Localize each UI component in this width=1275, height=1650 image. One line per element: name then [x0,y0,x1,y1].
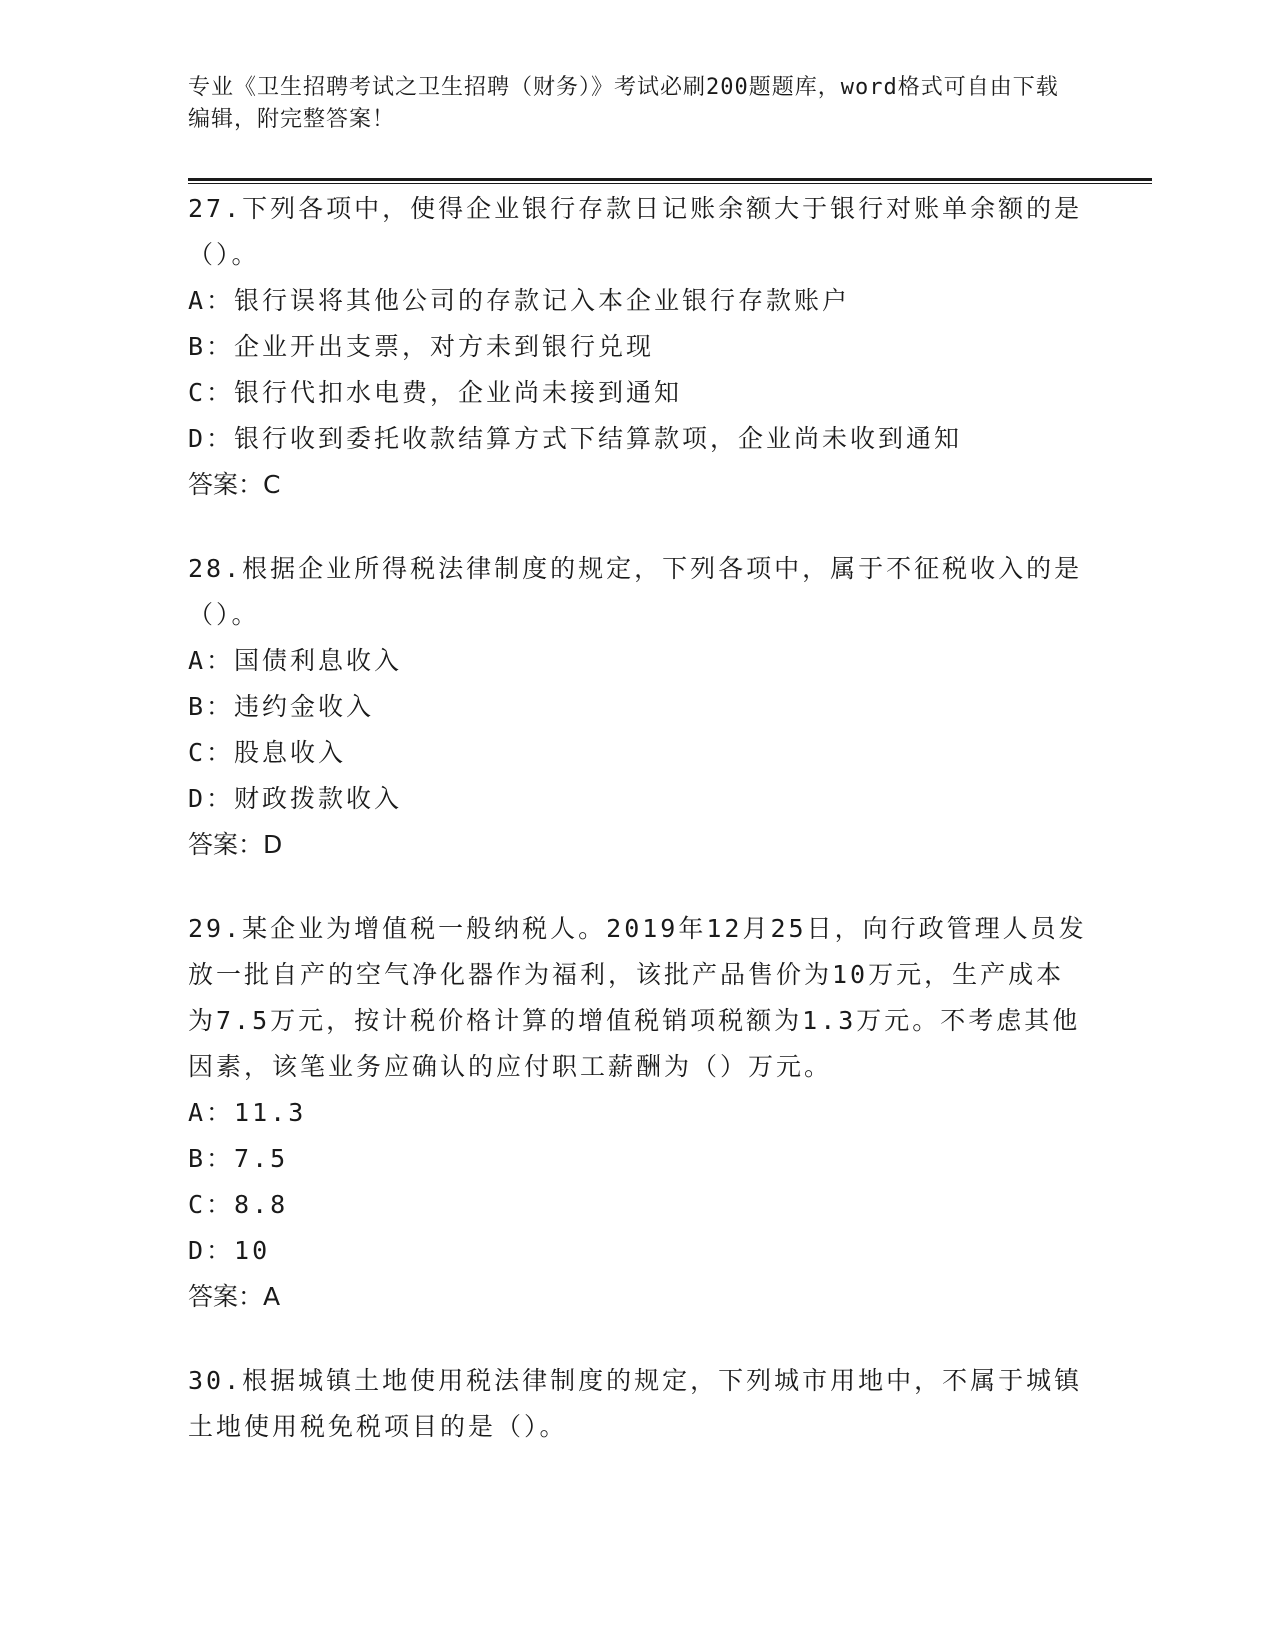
question-list [188,186,1088,1488]
question-stem: 29.某企业为增值税一般纳税人。2019年12月25日，向行政管理人员发放一批自产的空气净化器作为福利，该批产品售价为10万元，生产成本为7.5万元，按计税价格计算的增值税销项税额为1.3万元。不考虑其他因素，该笔业务应确认的应付职工薪酬为（）万元。 [188,914,1087,1081]
option-d: D：财政拨款收入 [188,784,403,813]
header-rule-thin [188,183,1152,184]
option-d: D：银行收到委托收款结算方式下结算款项，企业尚未收到通知 [188,424,963,453]
option-a: A：银行误将其他公司的存款记入本企业银行存款账户 [188,286,851,315]
question-27 [188,186,1088,508]
option-a: A：11.3 [188,1098,307,1127]
question-29 [188,906,1088,1320]
option-c: C：8.8 [188,1190,289,1219]
option-a: A：国债利息收入 [188,646,403,675]
header-rule-thick [188,178,1152,181]
document-header: 专业《卫生招聘考试之卫生招聘（财务）》考试必刷200题题库，word格式可自由下载编辑，附完整答案！ [188,75,1059,132]
option-b: B：企业开出支票，对方未到银行兑现 [188,332,655,361]
answer: 答案：C [188,470,281,499]
question-stem: 30.根据城镇土地使用税法律制度的规定，下列城市用地中，不属于城镇土地使用税免税项目的是（）。 [188,1366,1083,1441]
option-d: D：10 [188,1236,271,1265]
question-stem: 28.根据企业所得税法律制度的规定，下列各项中，属于不征税收入的是（）。 [188,554,1083,629]
question-30 [188,1358,1088,1450]
option-b: B：违约金收入 [188,692,375,721]
question-stem: 27.下列各项中，使得企业银行存款日记账余额大于银行对账单余额的是（）。 [188,194,1083,269]
option-c: C：银行代扣水电费，企业尚未接到通知 [188,378,683,407]
answer: 答案：A [188,1282,281,1311]
question-28 [188,546,1088,868]
option-b: B：7.5 [188,1144,289,1173]
answer: 答案：D [188,830,283,859]
option-c: C：股息收入 [188,738,347,767]
